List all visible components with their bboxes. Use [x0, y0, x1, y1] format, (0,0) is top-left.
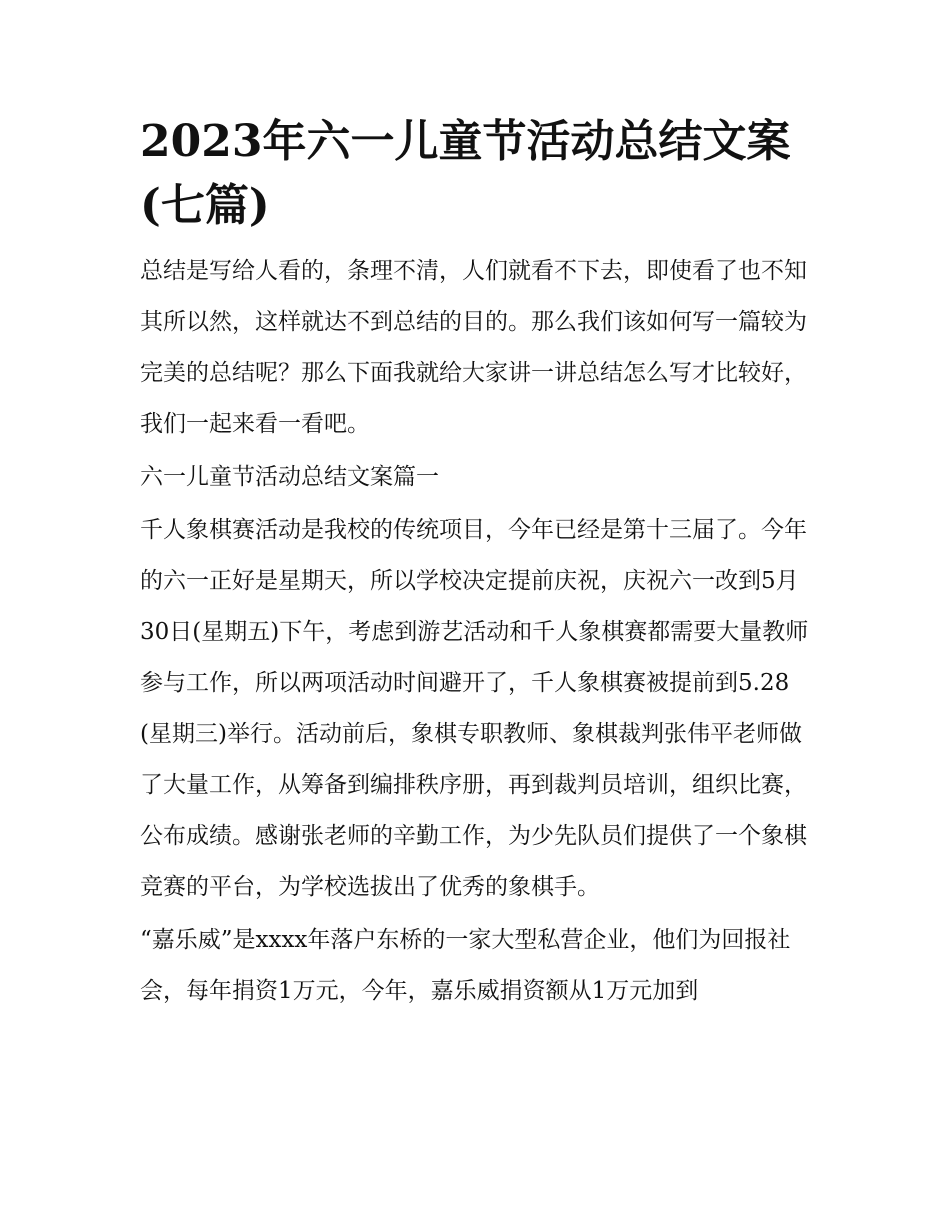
body-paragraph: “嘉乐威”是xxxx年落户东桥的一家大型私营企业，他们为回报社会，每年捐资1万元，今年，嘉乐威捐资额从1万元加到	[140, 927, 791, 1004]
intro-paragraph: 总结是写给人看的，条理不清，人们就看不下去，即使看了也不知其所以然，这样就达不到总结的目的。那么我们该如何写一篇较为完美的总结呢？那么下面我就给大家讲一讲总结怎么写才比较好，我们一起来看一看吧。	[140, 258, 807, 437]
document-title: 2023年六一儿童节活动总结文案(七篇)	[140, 116, 791, 231]
section-heading: 六一儿童节活动总结文案篇一	[140, 464, 439, 490]
body-paragraph: 千人象棋赛活动是我校的传统项目，今年已经是第十三届了。今年的六一正好是星期天，所以学校决定提前庆祝，庆祝六一改到5月30日(星期五)下午，考虑到游艺活动和千人象棋赛都需要大量教师参与工作，所以两项活动时间避开了，千人象棋赛被提前到5.28(星期三)举行。活动前后，象棋专职教师、象棋裁判张伟平老师做了大量工作，从筹备到编排秩序册，再到裁判员培训，组织比赛，公布成绩。感谢张老师的辛勤工作，为少先队员们提供了一个象棋竞赛的平台，为学校选拔出了优秀的象棋手。	[140, 517, 809, 900]
document-page	[140, 110, 820, 1019]
